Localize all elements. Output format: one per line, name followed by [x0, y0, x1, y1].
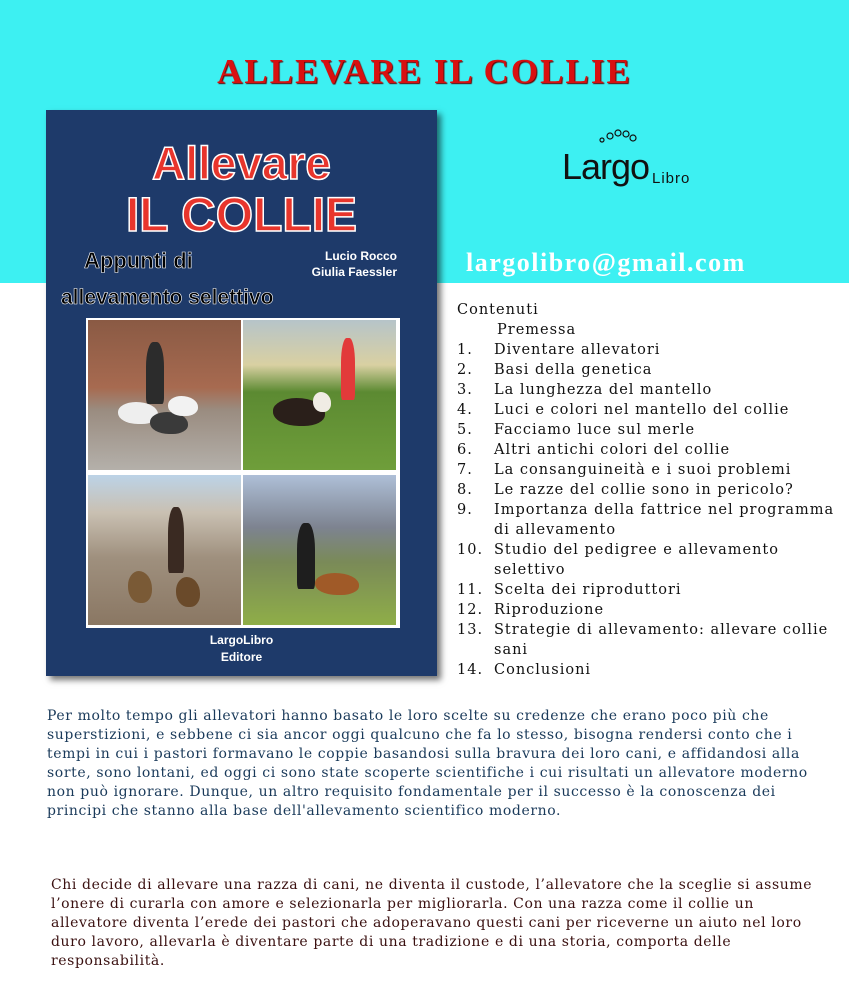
cover-title-line2: IL COLLIE — [125, 189, 358, 242]
toc-item-number: 8. — [457, 482, 473, 498]
toc-item-text: Diventare allevatori — [494, 342, 661, 358]
second-paragraph: Chi decide di allevare una razza di cani, ne diventa il custode, l’allevatore che la sceglie si assume l’onere di curarla con amore e selezionarla per migliorarla. Con una razza come il collie un allevatore diventa l’erede dei pastori che adoperavano questi cani per riceverne un aiuto nel loro duro lavoro, allevarla è diventare parte di una tradizione e di una storia, comporta delle responsabilità. — [51, 877, 813, 969]
toc-item-text: Le razze del collie sono in pericolo? — [494, 482, 794, 498]
toc-item — [457, 440, 839, 460]
toc-item — [457, 620, 839, 660]
toc-item-number: 6. — [457, 442, 473, 458]
toc-item-text: Luci e colori nel mantello del collie — [494, 402, 790, 418]
toc-preface: Premessa — [497, 322, 577, 338]
flower-ornament-icon — [556, 128, 716, 148]
toc-item-text: Strategie di allevamento: allevare collie sani — [494, 622, 829, 658]
cover-subtitle-line1: Appunti di — [84, 248, 193, 273]
toc-item-number: 5. — [457, 422, 473, 438]
toc-item — [457, 460, 839, 480]
photo-woman-with-two-collies — [88, 475, 241, 625]
toc-item-text: Studio del pedigree e allevamento selettivo — [494, 542, 779, 578]
toc-item — [457, 660, 839, 680]
toc-item — [457, 380, 839, 400]
cover-author-1: Lucio Rocco — [324, 249, 397, 263]
toc-item — [457, 580, 839, 600]
toc-item-text: Importanza della fattrice nel programma di allevamento — [494, 502, 835, 538]
toc-item-text: Scelta dei riproduttori — [494, 582, 682, 598]
toc-item-number: 4. — [457, 402, 473, 418]
book-cover — [46, 110, 437, 676]
page-title: ALLEVARE IL COLLIE — [217, 52, 632, 91]
cover-title-line1: Allevare — [151, 137, 331, 189]
toc-item — [457, 420, 839, 440]
toc-item-text: Facciamo luce sul merle — [494, 422, 696, 438]
cover-publisher — [46, 632, 437, 666]
toc-item-text: Conclusioni — [494, 662, 592, 678]
toc-item — [457, 600, 839, 620]
logo-small-text: Libro — [652, 170, 691, 187]
toc-list — [457, 340, 839, 680]
toc-item-number: 11. — [457, 582, 484, 598]
contact-email[interactable]: largolibro@gmail.com — [466, 248, 746, 277]
toc-item-number: 14. — [457, 662, 484, 678]
toc-item-text: Altri antichi colori del collie — [494, 442, 731, 458]
toc-item-number: 12. — [457, 602, 484, 618]
table-of-contents — [457, 300, 839, 680]
toc-item — [457, 540, 839, 580]
toc-item-text: Riproduzione — [494, 602, 605, 618]
toc-item — [457, 360, 839, 380]
publisher-logo — [556, 128, 716, 210]
toc-item — [457, 340, 839, 360]
toc-item-number: 10. — [457, 542, 484, 558]
toc-item-number: 2. — [457, 362, 473, 378]
toc-item-number: 3. — [457, 382, 473, 398]
photo-man-with-collie — [243, 475, 396, 625]
toc-item-number: 9. — [457, 502, 473, 518]
toc-item-number: 13. — [457, 622, 484, 638]
toc-item-number: 7. — [457, 462, 473, 478]
cover-authors — [312, 248, 397, 280]
toc-item — [457, 480, 839, 500]
photo-woman-with-collie — [243, 320, 396, 470]
toc-item-number: 1. — [457, 342, 473, 358]
toc-item — [457, 400, 839, 420]
cover-author-2: Giulia Faessler — [311, 265, 397, 279]
photo-breeder-with-collies — [88, 320, 241, 470]
toc-item-text: La consanguineità e i suoi problemi — [494, 462, 792, 478]
intro-paragraph: Per molto tempo gli allevatori hanno basato le loro scelte su credenze che erano poco più che superstizioni, e sebbene ci sia ancor oggi qualcuno che fa lo stesso, bisogna rendersi conto che i tempi in cui i pastori formavano le coppie basandosi sulla bravura dei loro cani, e affidandosi alla sorte, sono lontani, ed oggi ci sono state scoperte scientifiche i cui risultati un allevatore moderno non può ignorare. Dunque, un altro requisito fondamentale per il successo è la conoscenza dei principi che stanno alla base dell'allevamento scientifico moderno. — [47, 708, 808, 819]
cover-publisher-label: Editore — [220, 650, 263, 664]
cover-photo-grid — [86, 318, 400, 628]
toc-item-text: La lunghezza del mantello — [494, 382, 713, 398]
toc-item — [457, 500, 839, 540]
toc-heading: Contenuti — [457, 302, 539, 318]
cover-publisher-name: LargoLibro — [209, 633, 274, 647]
toc-item-text: Basi della genetica — [494, 362, 653, 378]
logo-main-text: Largo — [562, 146, 650, 187]
cover-subtitle-line2: allevamento selettivo — [61, 286, 274, 309]
